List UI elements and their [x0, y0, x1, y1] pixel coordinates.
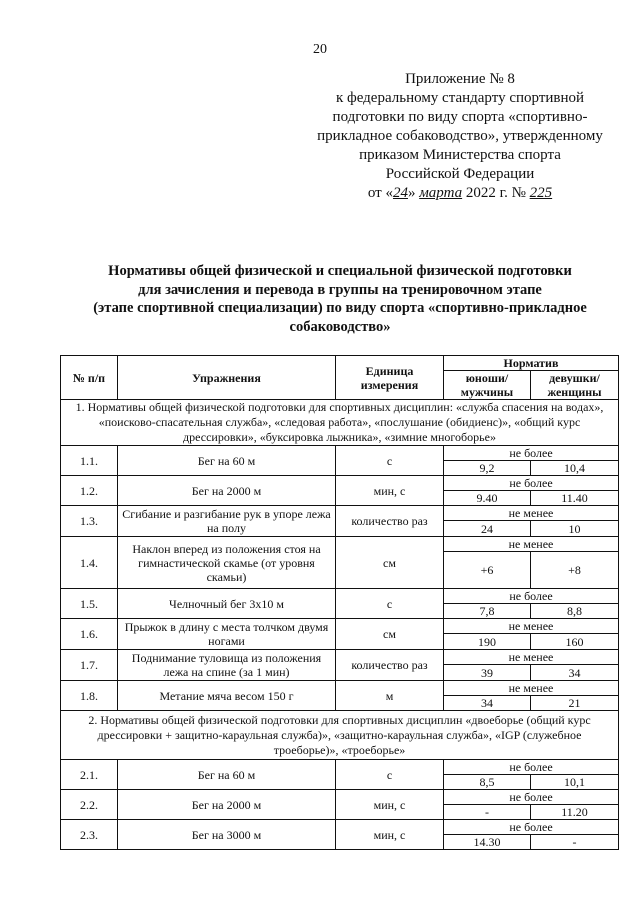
- title-line: (этапе спортивной специализации) по виду спорта «спортивно-прикладное: [93, 300, 587, 316]
- header-norm: Норматив: [444, 356, 619, 371]
- norm-condition: не менее: [444, 619, 619, 634]
- table-row: [61, 681, 619, 696]
- unit: м: [336, 681, 444, 711]
- row-num: 1.3.: [61, 506, 118, 537]
- unit: количество раз: [336, 506, 444, 537]
- exercise-name: Сгибание и разгибание рук в упоре лежа на полу: [118, 506, 336, 537]
- unit: мин, с: [336, 476, 444, 506]
- appendix-line: к федеральному стандарту спортивной: [335, 90, 585, 106]
- female-value: 10,1: [531, 775, 619, 790]
- exercise-name: Бег на 2000 м: [118, 476, 336, 506]
- male-value: 14.30: [444, 835, 531, 850]
- row-num: 2.3.: [61, 820, 118, 850]
- male-value: +6: [444, 552, 531, 589]
- female-value: 11.40: [531, 491, 619, 506]
- table-row: [61, 820, 619, 835]
- row-num: 1.5.: [61, 589, 118, 619]
- norm-condition: не более: [444, 820, 619, 835]
- female-value: +8: [531, 552, 619, 589]
- female-value: 21: [531, 696, 619, 711]
- date-mid: »: [407, 185, 416, 201]
- unit: с: [336, 760, 444, 790]
- row-num: 1.4.: [61, 537, 118, 589]
- title-line: собаководство»: [289, 318, 391, 335]
- male-value: -: [444, 805, 531, 820]
- exercise-name: Метание мяча весом 150 г: [118, 681, 336, 711]
- male-value: 7,8: [444, 604, 531, 619]
- exercise-name: Поднимание туловища из положения лежа на спине (за 1 мин): [118, 650, 336, 681]
- appendix-line: прикладное собаководство», утвержденному: [317, 128, 603, 144]
- table-row: [61, 650, 619, 665]
- norm-condition: не менее: [444, 537, 619, 552]
- section-title: 2. Нормативы общей физической подготовки для спортивных дисциплин «двоеборье (общий курс дрессировки + защитно-караульная служба)», «защитно-караульная служба», «IGP (служебное троеборье)», «троеборье»: [61, 711, 619, 760]
- exercise-name: Наклон вперед из положения стоя на гимнастической скамье (от уровня скамьи): [118, 537, 336, 589]
- female-value: 160: [531, 634, 619, 650]
- norm-condition: не менее: [444, 650, 619, 665]
- female-value: 8,8: [531, 604, 619, 619]
- row-num: 1.6.: [61, 619, 118, 650]
- row-num: 1.8.: [61, 681, 118, 711]
- female-value: 34: [531, 665, 619, 681]
- norm-condition: не менее: [444, 681, 619, 696]
- female-value: 11.20: [531, 805, 619, 820]
- section-title: 1. Нормативы общей физической подготовки для спортивных дисциплин: «служба спасения на водах», «поисково-спасательная служба», «следовая работа», «послушание (обидиенс)», «общий курс дрессировки», «буксировка лыжника», «зимние многоборье»: [61, 400, 619, 446]
- exercise-name: Бег на 60 м: [118, 760, 336, 790]
- norms-table: [60, 355, 619, 850]
- row-num: 1.1.: [61, 446, 118, 476]
- row-num: 2.1.: [61, 760, 118, 790]
- unit: мин, с: [336, 790, 444, 820]
- table-row: [61, 619, 619, 634]
- table-row: [61, 446, 619, 461]
- appendix-header: [305, 70, 615, 203]
- title-line: Нормативы общей физической и специальной физической подготовки: [108, 263, 572, 279]
- male-value: 34: [444, 696, 531, 711]
- female-value: 10: [531, 521, 619, 537]
- section-row: [61, 400, 619, 446]
- unit: мин, с: [336, 820, 444, 850]
- title-line: для зачисления и перевода в группы на тренировочном этапе: [138, 281, 542, 298]
- exercise-name: Бег на 3000 м: [118, 820, 336, 850]
- page-number: 20: [313, 42, 327, 57]
- male-value: 39: [444, 665, 531, 681]
- unit: с: [336, 446, 444, 476]
- header-exercise: Упражнения: [118, 356, 336, 400]
- header-num: № п/п: [61, 356, 118, 400]
- table-row: [61, 506, 619, 521]
- header-female: девушки/ женщины: [531, 371, 619, 400]
- male-value: 9,2: [444, 461, 531, 476]
- order-number: 225: [529, 185, 553, 201]
- exercise-name: Бег на 2000 м: [118, 790, 336, 820]
- norm-condition: не более: [444, 760, 619, 775]
- appendix-line: приказом Министерства спорта: [359, 147, 561, 163]
- table-row: [61, 760, 619, 775]
- male-value: 190: [444, 634, 531, 650]
- table-row: [61, 537, 619, 552]
- male-value: 24: [444, 521, 531, 537]
- unit: с: [336, 589, 444, 619]
- table-row: [61, 790, 619, 805]
- date-year: 2022 г. №: [465, 185, 526, 201]
- header-unit: Единица измерения: [336, 356, 444, 400]
- row-num: 1.2.: [61, 476, 118, 506]
- date-prefix: от «: [367, 185, 393, 201]
- norm-condition: не более: [444, 790, 619, 805]
- exercise-name: Прыжок в длину с места толчком двумя ногами: [118, 619, 336, 650]
- appendix-date-line: [305, 184, 615, 203]
- norm-condition: не менее: [444, 506, 619, 521]
- norm-condition: не более: [444, 476, 619, 491]
- unit: количество раз: [336, 650, 444, 681]
- section-row: [61, 711, 619, 760]
- date-month: марта: [419, 185, 463, 201]
- row-num: 2.2.: [61, 790, 118, 820]
- unit: см: [336, 619, 444, 650]
- appendix-line: подготовки по виду спорта «спортивно-: [332, 109, 588, 125]
- female-value: -: [531, 835, 619, 850]
- document-title: [60, 262, 620, 336]
- exercise-name: Челночный бег 3х10 м: [118, 589, 336, 619]
- table-row: [61, 476, 619, 491]
- date-day: 24: [392, 185, 408, 201]
- exercise-name: Бег на 60 м: [118, 446, 336, 476]
- appendix-line: Приложение № 8: [405, 71, 515, 87]
- table-row: [61, 589, 619, 604]
- appendix-line: Российской Федерации: [385, 166, 535, 182]
- male-value: 9.40: [444, 491, 531, 506]
- norm-condition: не более: [444, 446, 619, 461]
- header-male: юноши/ мужчины: [444, 371, 531, 400]
- norm-condition: не более: [444, 589, 619, 604]
- row-num: 1.7.: [61, 650, 118, 681]
- unit: см: [336, 537, 444, 589]
- female-value: 10,4: [531, 461, 619, 476]
- male-value: 8,5: [444, 775, 531, 790]
